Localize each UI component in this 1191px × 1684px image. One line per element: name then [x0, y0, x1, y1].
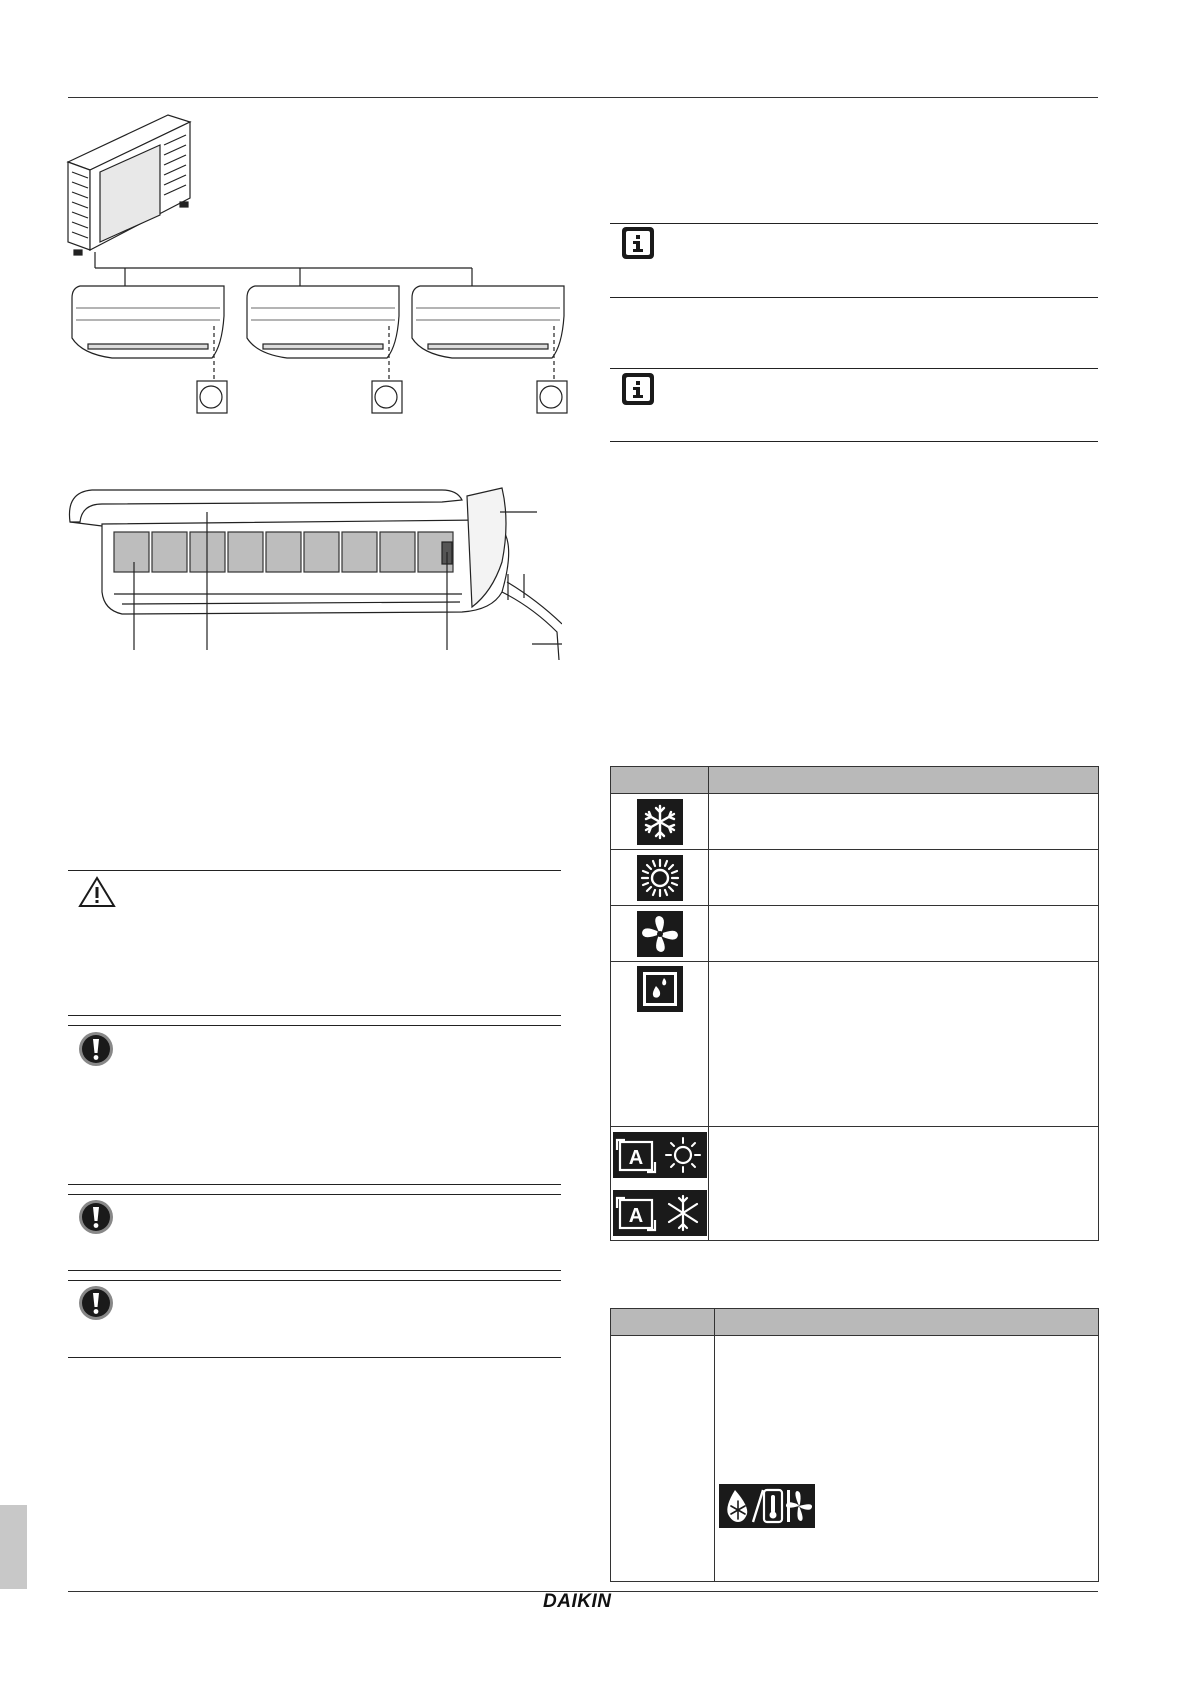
table-header-cell: [709, 767, 1099, 794]
cooling-snowflake-icon: [637, 799, 683, 845]
notice-rule: [610, 223, 1098, 224]
notice-rule: [610, 441, 1098, 442]
daikin-logo: DAIKIN: [543, 1591, 612, 1612]
fan-only-icon: [637, 911, 683, 957]
notice-rule: [610, 368, 1098, 369]
exclamation-circle-icon: [78, 1031, 114, 1072]
heating-sun-icon: [637, 855, 683, 901]
table-header-cell: [611, 767, 709, 794]
svg-text:A: A: [628, 1204, 643, 1227]
page-side-tab: [0, 1505, 27, 1589]
operation-mode-table: [610, 766, 1099, 1241]
system-diagram-figure: [60, 110, 570, 435]
notice-rule: [68, 870, 561, 871]
second-table: [610, 1308, 1099, 1582]
notice-rule: [610, 297, 1098, 298]
svg-text:A: A: [628, 1146, 643, 1169]
table-row: [611, 1336, 1099, 1582]
exclamation-circle-icon: [78, 1199, 114, 1240]
notice-rule: [68, 1015, 561, 1016]
info-icon: [621, 226, 655, 265]
exclamation-circle-icon: [78, 1285, 114, 1326]
table-row: [611, 962, 1099, 1127]
notice-rule: [68, 1194, 561, 1195]
notice-rule: [68, 1357, 561, 1358]
info-icon: [621, 372, 655, 411]
table-header-cell: [715, 1309, 1099, 1336]
indoor-unit-figure: [62, 482, 562, 660]
notice-rule: [68, 1280, 561, 1281]
notice-rule: [68, 1270, 561, 1271]
table-row: [611, 1127, 1099, 1241]
dry-droplet-icon: [637, 966, 683, 1012]
warning-triangle-icon: [78, 876, 116, 913]
table-row: [611, 794, 1099, 850]
table-header-cell: [611, 1309, 715, 1336]
header-rule: [68, 97, 1098, 98]
table-row: [611, 906, 1099, 962]
auto-mode-icons: [613, 1130, 707, 1238]
notice-rule: [68, 1025, 561, 1026]
table-row: [611, 850, 1099, 906]
cool-heat-fan-selector-icon: [719, 1484, 815, 1528]
notice-rule: [68, 1184, 561, 1185]
